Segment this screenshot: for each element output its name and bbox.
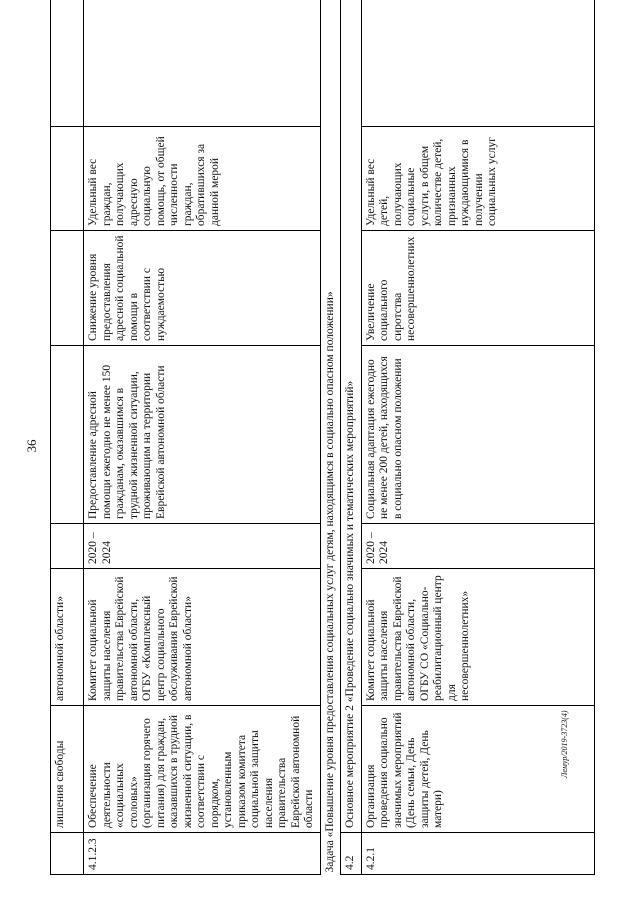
page-number: 36 bbox=[24, 439, 39, 453]
cell-executor: автономной области» bbox=[51, 569, 84, 706]
cell-name: Обеспечение деятельности «социальных столовых» (организация горячего питания) для граждан, оказавшихся в трудной жизненной ситуации, в соответствии с порядком, установленным приказом комитета социальной защиты населения правительства Еврейской автономной области bbox=[84, 706, 321, 833]
cell-consequence bbox=[51, 231, 84, 346]
program-table bbox=[50, 0, 595, 875]
cell-executor: Комитет социальной защиты населения правительства Еврейской автономной области, ОГБУ «Комплексный центр социального обслуживания Еврейской автономной области» bbox=[84, 569, 321, 706]
cell-indicator bbox=[51, 127, 84, 231]
cell-result: Социальная адаптация ежегодно не менее 200 детей, находящихся в социально опасном положении bbox=[361, 346, 594, 524]
cell-number: 4.2 bbox=[341, 833, 362, 875]
cell-measure-title: Основное мероприятие 2 «Проведение социально значимых и тематических мероприятий» bbox=[341, 0, 362, 833]
cell-result: Предоставление адресной помощи ежегодно не менее 150 гражданам, оказавшимся в трудной жизненной ситуации, проживающим на территории Еврейской автономной области bbox=[84, 346, 321, 524]
cell-number: 4.2.1 bbox=[361, 833, 594, 875]
table-row bbox=[84, 0, 321, 875]
cell-extra bbox=[361, 0, 594, 127]
cell-period bbox=[51, 524, 84, 569]
cell-period: 2020 – 2024 bbox=[361, 524, 594, 569]
cell-period: 2020 – 2024 bbox=[84, 524, 321, 569]
cell-number: 4.1.2.3 bbox=[84, 833, 321, 875]
table-row bbox=[361, 0, 594, 875]
cell-consequence: Увеличение социального сиротства несовершеннолетних bbox=[361, 231, 594, 346]
cell-extra bbox=[51, 0, 84, 127]
cell-indicator: Удельный вес граждан, получающих адресную социальную помощь, от общей численности граждан, обратившихся за данной мерой bbox=[84, 127, 321, 231]
task-line: Задача «Повышение уровня предоставления социальных услуг детям, находящимся в социально опасном положении» bbox=[323, 291, 336, 873]
cell-name: Организация проведения социально значимых мероприятий (День семьи, День защиты детей, День матери) bbox=[361, 706, 594, 833]
rotated-table-page bbox=[50, 0, 615, 875]
document-stamp: Лемур/2019-3723(4) bbox=[560, 710, 569, 778]
cell-consequence: Снижение уровня предоставления адресной социальной помощи в соответствии с нуждаемостью bbox=[84, 231, 321, 346]
cell-executor: Комитет социальной защиты населения правительства Еврейской автономной области, ОГБУ СО «Социально-реабилитационный центр для несовершеннолетних» bbox=[361, 569, 594, 706]
cell-indicator: Удельный вес детей, получающих социальные услуги, в общем количестве детей, признанных нуждающимися в получении социальных услуг bbox=[361, 127, 594, 231]
table-row bbox=[51, 0, 84, 875]
table-row bbox=[341, 0, 362, 875]
task-row bbox=[320, 0, 341, 875]
cell-extra bbox=[84, 0, 321, 127]
cell-number bbox=[51, 833, 84, 875]
cell-name: лишения свободы bbox=[51, 706, 84, 833]
cell-result bbox=[51, 346, 84, 524]
